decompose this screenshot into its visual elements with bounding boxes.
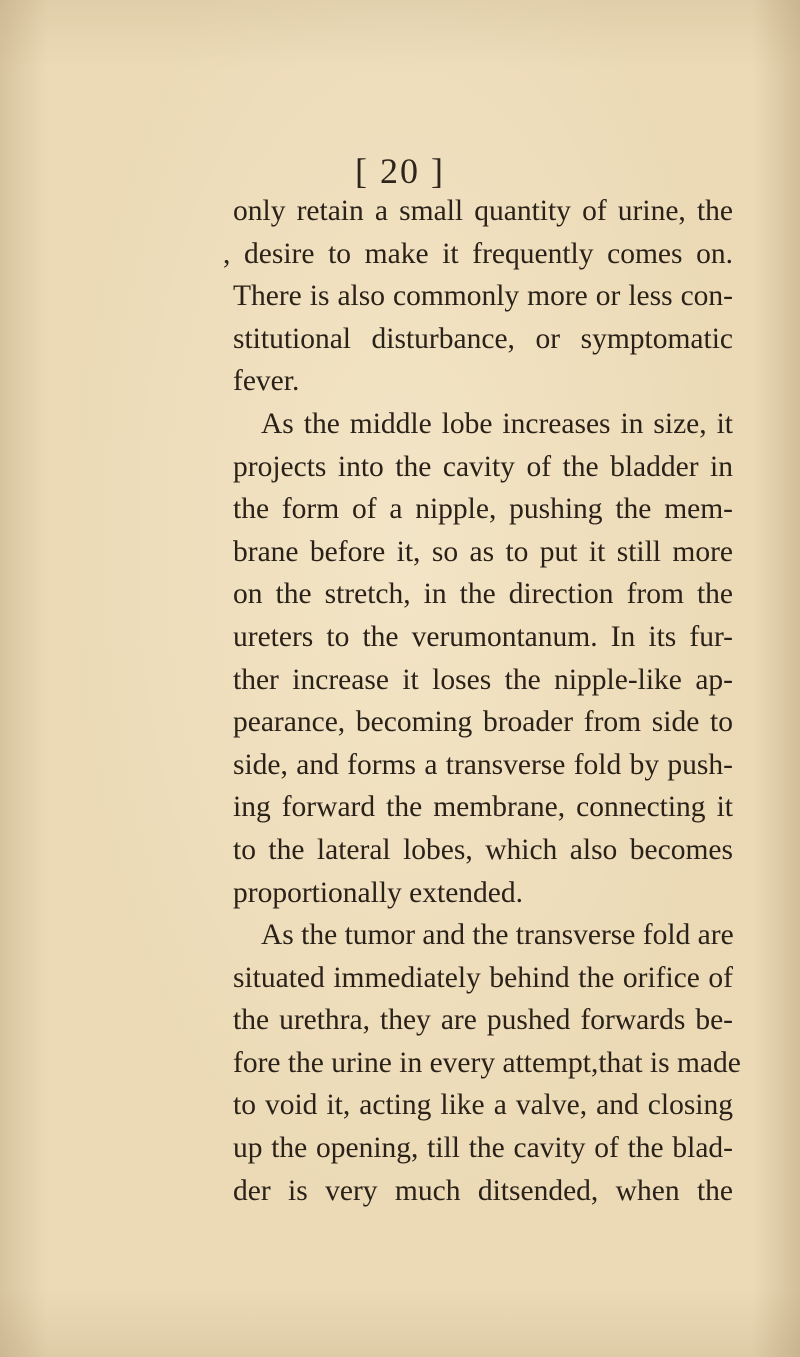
text-line: ureters to the verumontanum. In its fur- [233, 620, 733, 653]
text-line: ther increase it loses the nipple-like ap- [233, 663, 733, 696]
text-line: fever. [233, 365, 300, 398]
text-line: proportionally extended. [233, 876, 524, 909]
text-line: the urethra, they are pushed forwards be- [233, 1004, 733, 1037]
text-line: ing forward the membrane, connecting it [233, 791, 733, 824]
text-line: side, and forms a transverse fold by push- [233, 748, 733, 781]
text-line: the form of a nipple, pushing the mem- [233, 493, 733, 526]
text-line: As the middle lobe increases in size, it [261, 407, 733, 440]
text-line: up the opening, till the cavity of the blad- [233, 1132, 733, 1165]
text-line: fore the urine in every attempt,that is made [233, 1046, 741, 1079]
text-line: only retain a small quantity of urine, the [233, 195, 733, 227]
text-line: There is also commonly more or less con- [233, 280, 733, 313]
text-line: stitutional disturbance, or symptomatic [233, 322, 733, 355]
text-line: projects into the cavity of the bladder in [233, 450, 733, 483]
text-line: brane before it, so as to put it still more [233, 535, 733, 568]
text-line: to the lateral lobes, which also becomes [233, 833, 733, 866]
text-line: on the stretch, in the direction from the [233, 578, 733, 611]
text-line: As the tumor and the transverse fold are [261, 919, 734, 952]
text-line: der is very much ditsended, when the [233, 1174, 733, 1207]
body-text [223, 190, 741, 1212]
page-number: [ 20 ] [355, 151, 445, 191]
text-line: to void it, acting like a valve, and closing [233, 1089, 733, 1122]
text-line: pearance, becoming broader from side to [233, 706, 733, 739]
text-line: situated immediately behind the orifice of [233, 961, 733, 994]
text-line: , desire to make it frequently comes on. [223, 237, 733, 270]
